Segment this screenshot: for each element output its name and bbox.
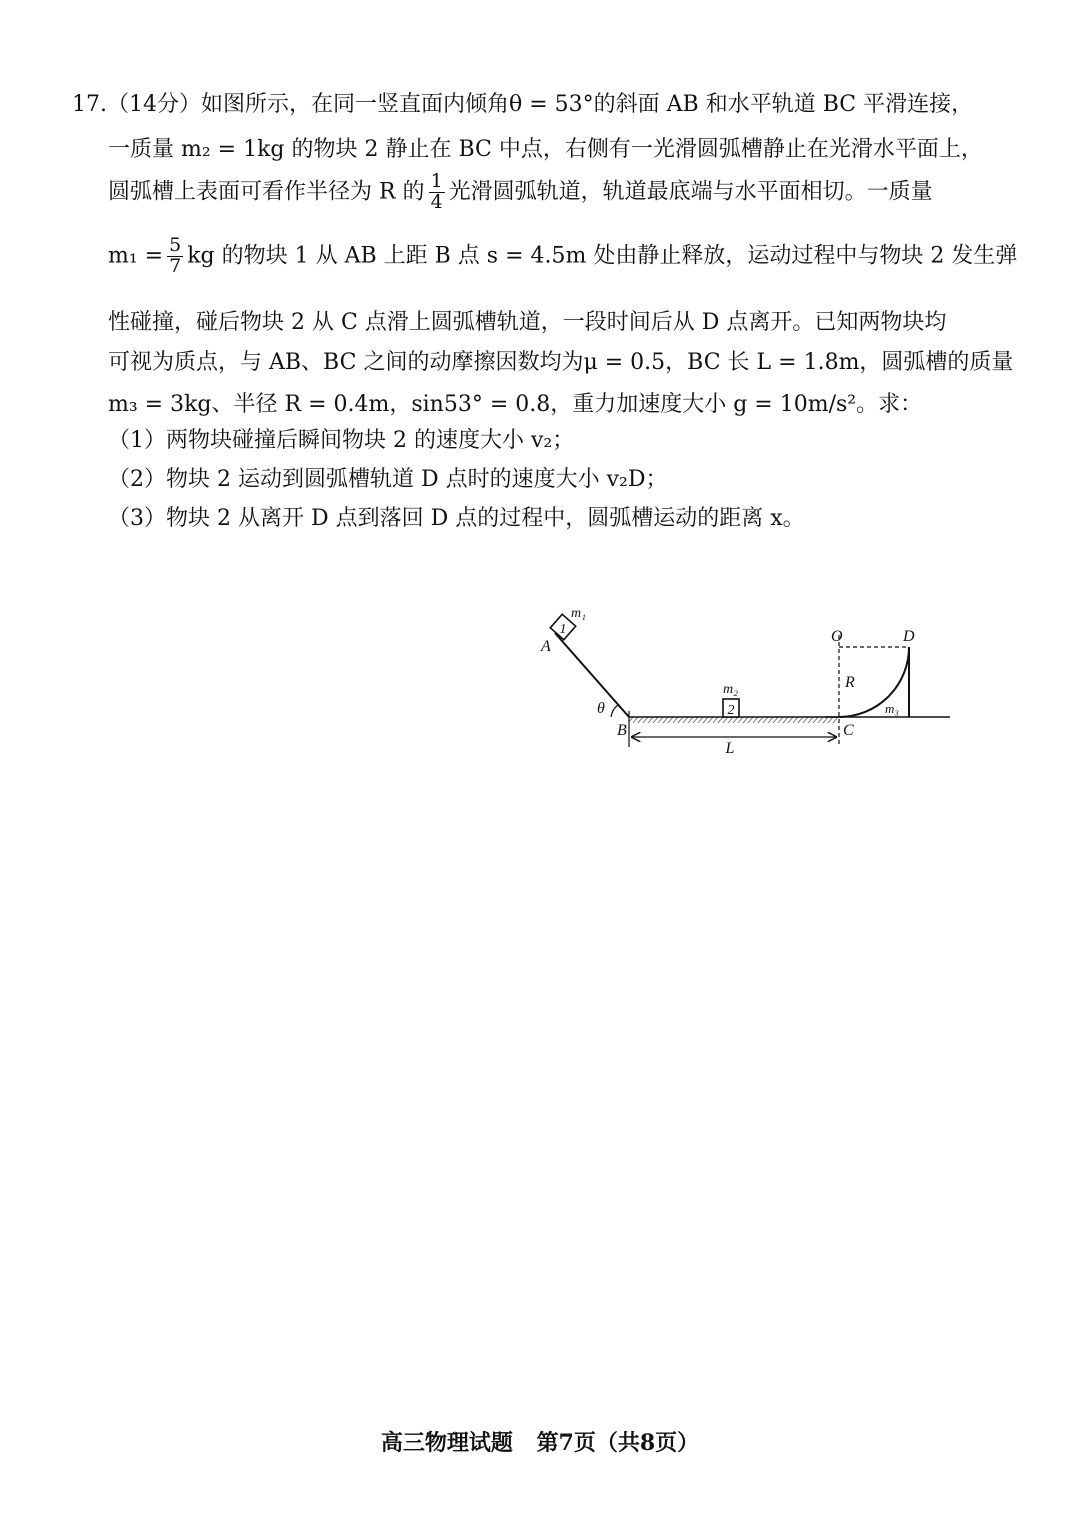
problem-text-1: 如图所示，在同一竖直面内倾角θ = 53°的斜面 AB 和水平轨道 BC 平滑连接，	[201, 92, 974, 117]
label-m1: m₁	[571, 606, 586, 621]
problem-line-4	[108, 236, 1017, 277]
label-m2: m₂	[723, 682, 738, 697]
problem-line-5: 性碰撞，碰后物块 2 从 C 点滑上圆弧槽轨道，一段时间后从 D 点离开。已知两物块均	[108, 310, 947, 335]
fraction-denominator: 4	[430, 190, 443, 213]
fraction-one-quarter	[429, 172, 445, 213]
question-1: （1）两物块碰撞后瞬间物块 2 的速度大小 v₂；	[108, 428, 575, 453]
label-r: R	[845, 674, 855, 691]
footer-title: 高三物理试题	[380, 1430, 513, 1456]
question-2: （2）物块 2 运动到圆弧槽轨道 D 点时的速度大小 v₂D；	[108, 467, 668, 492]
problem-line-6: 可视为质点，与 AB、BC 之间的动摩擦因数均为μ = 0.5，BC 长 L = 1.8m，圆弧槽的质量	[108, 350, 1014, 375]
problem-text-3b: 光滑圆弧轨道，轨道最底端与水平面相切。一质量	[448, 179, 933, 205]
fraction-numerator: 1	[430, 170, 443, 192]
fraction-denominator: 7	[169, 254, 182, 277]
problem-text-4a: m₁ =	[108, 243, 164, 269]
block-1-label: 1	[559, 622, 567, 637]
label-m3: m₃	[885, 701, 899, 716]
label-a: A	[541, 638, 551, 655]
angle-arc	[611, 705, 618, 717]
physics-diagram	[525, 595, 965, 765]
problem-line-7: m₃ = 3kg、半径 R = 0.4m，sin53° = 0.8，重力加速度大小 g = 10m/s²。求：	[108, 392, 923, 417]
problem-line-1	[72, 92, 973, 118]
question-3: （3）物块 2 从离开 D 点到落回 D 点的过程中，圆弧槽运动的距离 x。	[108, 506, 805, 531]
label-b: B	[617, 722, 627, 739]
page-footer	[0, 1426, 1080, 1457]
problem-line-2: 一质量 m₂ = 1kg 的物块 2 静止在 BC 中点，右侧有一光滑圆弧槽静止在光滑水平面上，	[108, 137, 983, 162]
problem-number: 17.	[72, 92, 107, 117]
fraction-five-sevenths	[167, 236, 183, 277]
label-theta: θ	[597, 700, 605, 717]
problem-text-3a: 圆弧槽上表面可看作半径为 R 的	[108, 179, 425, 205]
block-2-label: 2	[727, 703, 735, 718]
fraction-numerator: 5	[169, 234, 182, 256]
problem-text-4b: kg 的物块 1 从 AB 上距 B 点 s = 4.5m 处由静止释放，运动过程中与物块 2 发生弹	[187, 243, 1018, 269]
label-d: D	[903, 628, 915, 645]
block-2	[723, 699, 739, 718]
label-l: L	[725, 740, 735, 757]
label-c: C	[843, 722, 854, 739]
footer-page-number: 第7页（共8页）	[536, 1430, 700, 1456]
problem-score: （14分）	[107, 92, 201, 117]
problem-line-3	[108, 172, 933, 213]
incline-ab	[555, 633, 629, 717]
label-o: O	[831, 628, 843, 645]
